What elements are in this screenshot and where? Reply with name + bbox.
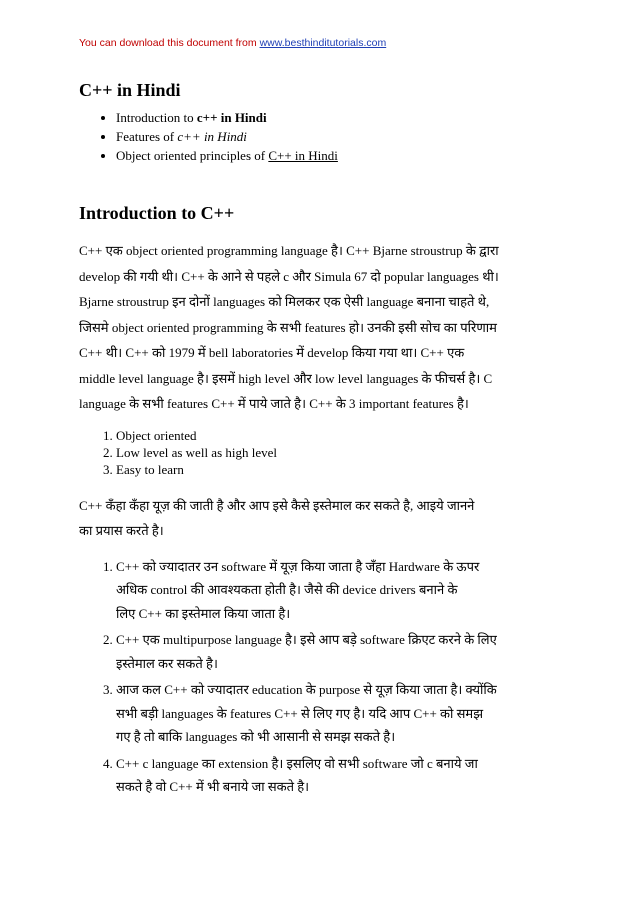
toc-item-features (116, 127, 578, 146)
intro-line: develop की गयी थी। C++ के आने से पहले c और Simula 67 दो popular languages थी। (79, 268, 499, 284)
intro-line: language के सभी features C++ में पाये जाते है। C++ के 3 important features है। (79, 396, 469, 411)
intro-paragraph (79, 238, 578, 417)
usage-line: 1. C++ को ज्यादातर उन software में यूज़ किया जाता है जँहा Hardware के ऊपर (116, 558, 480, 574)
toc-item-text: Object oriented principles of (116, 148, 269, 163)
website-link[interactable]: www.besthinditutorials.com (259, 37, 387, 49)
usage-item (116, 752, 578, 799)
features-list (79, 427, 578, 478)
usage-line: अधिक control की आवश्यकता होती है। जैसे की device drivers बनाने के (116, 582, 458, 597)
usage-line: इस्तेमाल कर सकते है। (116, 655, 218, 671)
download-note-text: You can download this document from (79, 37, 260, 49)
intro-line: middle level language है। इसमें high level और low level languages के फीचर्स है। C (79, 370, 493, 386)
toc-item-introduction (116, 108, 578, 127)
feature-item: 2. Low level as well as high level (116, 444, 578, 461)
toc-item-text: Introduction to (116, 110, 197, 125)
toc-item-emphasis: c++ in Hindi (196, 110, 267, 125)
intro-line: जिसमे object oriented programming के सभी features हो। उनकी इसी सोच का परिणाम (79, 319, 497, 335)
intro-line: Bjarne stroustrup इन दोनों languages को मिलकर एक ऐसी language बनाना चाहते थे, (79, 294, 490, 309)
intro-heading: Introduction to C++ (79, 203, 235, 223)
usage-intro-paragraph (79, 493, 578, 543)
usage-line: सभी बड़ी languages के features C++ से लिए गए है। यदि आप C++ को समझ (116, 705, 484, 721)
document-title: C++ in Hindi (79, 80, 181, 100)
toc-list (79, 108, 578, 165)
usage-line: सकते है वो C++ में भी बनाये जा सकते है। (116, 779, 310, 794)
toc-item-emphasis: C++ in Hindi (268, 148, 338, 163)
usage-line: गए है तो बाकि languages को भी आसानी से समझ सकते है। (116, 729, 396, 744)
intro-line: C++ एक object oriented programming language है। C++ Bjarne stroustrup के द्वारा (79, 243, 499, 258)
toc-item-oop-principles (116, 146, 578, 165)
feature-item: 3. Easy to learn (116, 461, 578, 478)
download-note (79, 36, 578, 50)
usage-intro-line: C++ कँहा कँहा यूज़ की जाती है और आप इसे कैसे इस्तेमाल कर सकते है, आइये जानने (79, 497, 475, 513)
usage-list (79, 555, 578, 799)
toc-item-emphasis: c++ in Hindi (177, 129, 247, 144)
toc-item-text: Features of (116, 129, 178, 144)
usage-line: लिए C++ का इस्तेमाल किया जाता है। (116, 605, 291, 621)
usage-item (116, 628, 578, 675)
intro-line: C++ थी। C++ को 1979 में bell laboratories में develop किया गया था। C++ एक (79, 345, 465, 360)
usage-line: 3. आज कल C++ को ज्यादातर education के purpose से यूज़ किया जाता है। क्योंकि (116, 682, 497, 697)
usage-item (116, 678, 578, 749)
usage-item (116, 555, 578, 626)
usage-line: 4. C++ c language का extension है। इसलिए वो सभी software जो c बनाये जा (116, 755, 478, 771)
feature-item: 1. Object oriented (116, 427, 578, 444)
usage-intro-line: का प्रयास करते है। (79, 522, 164, 538)
usage-line: 2. C++ एक multipurpose language है। इसे आप बड़े software क्रिएट करने के लिए (116, 632, 497, 647)
